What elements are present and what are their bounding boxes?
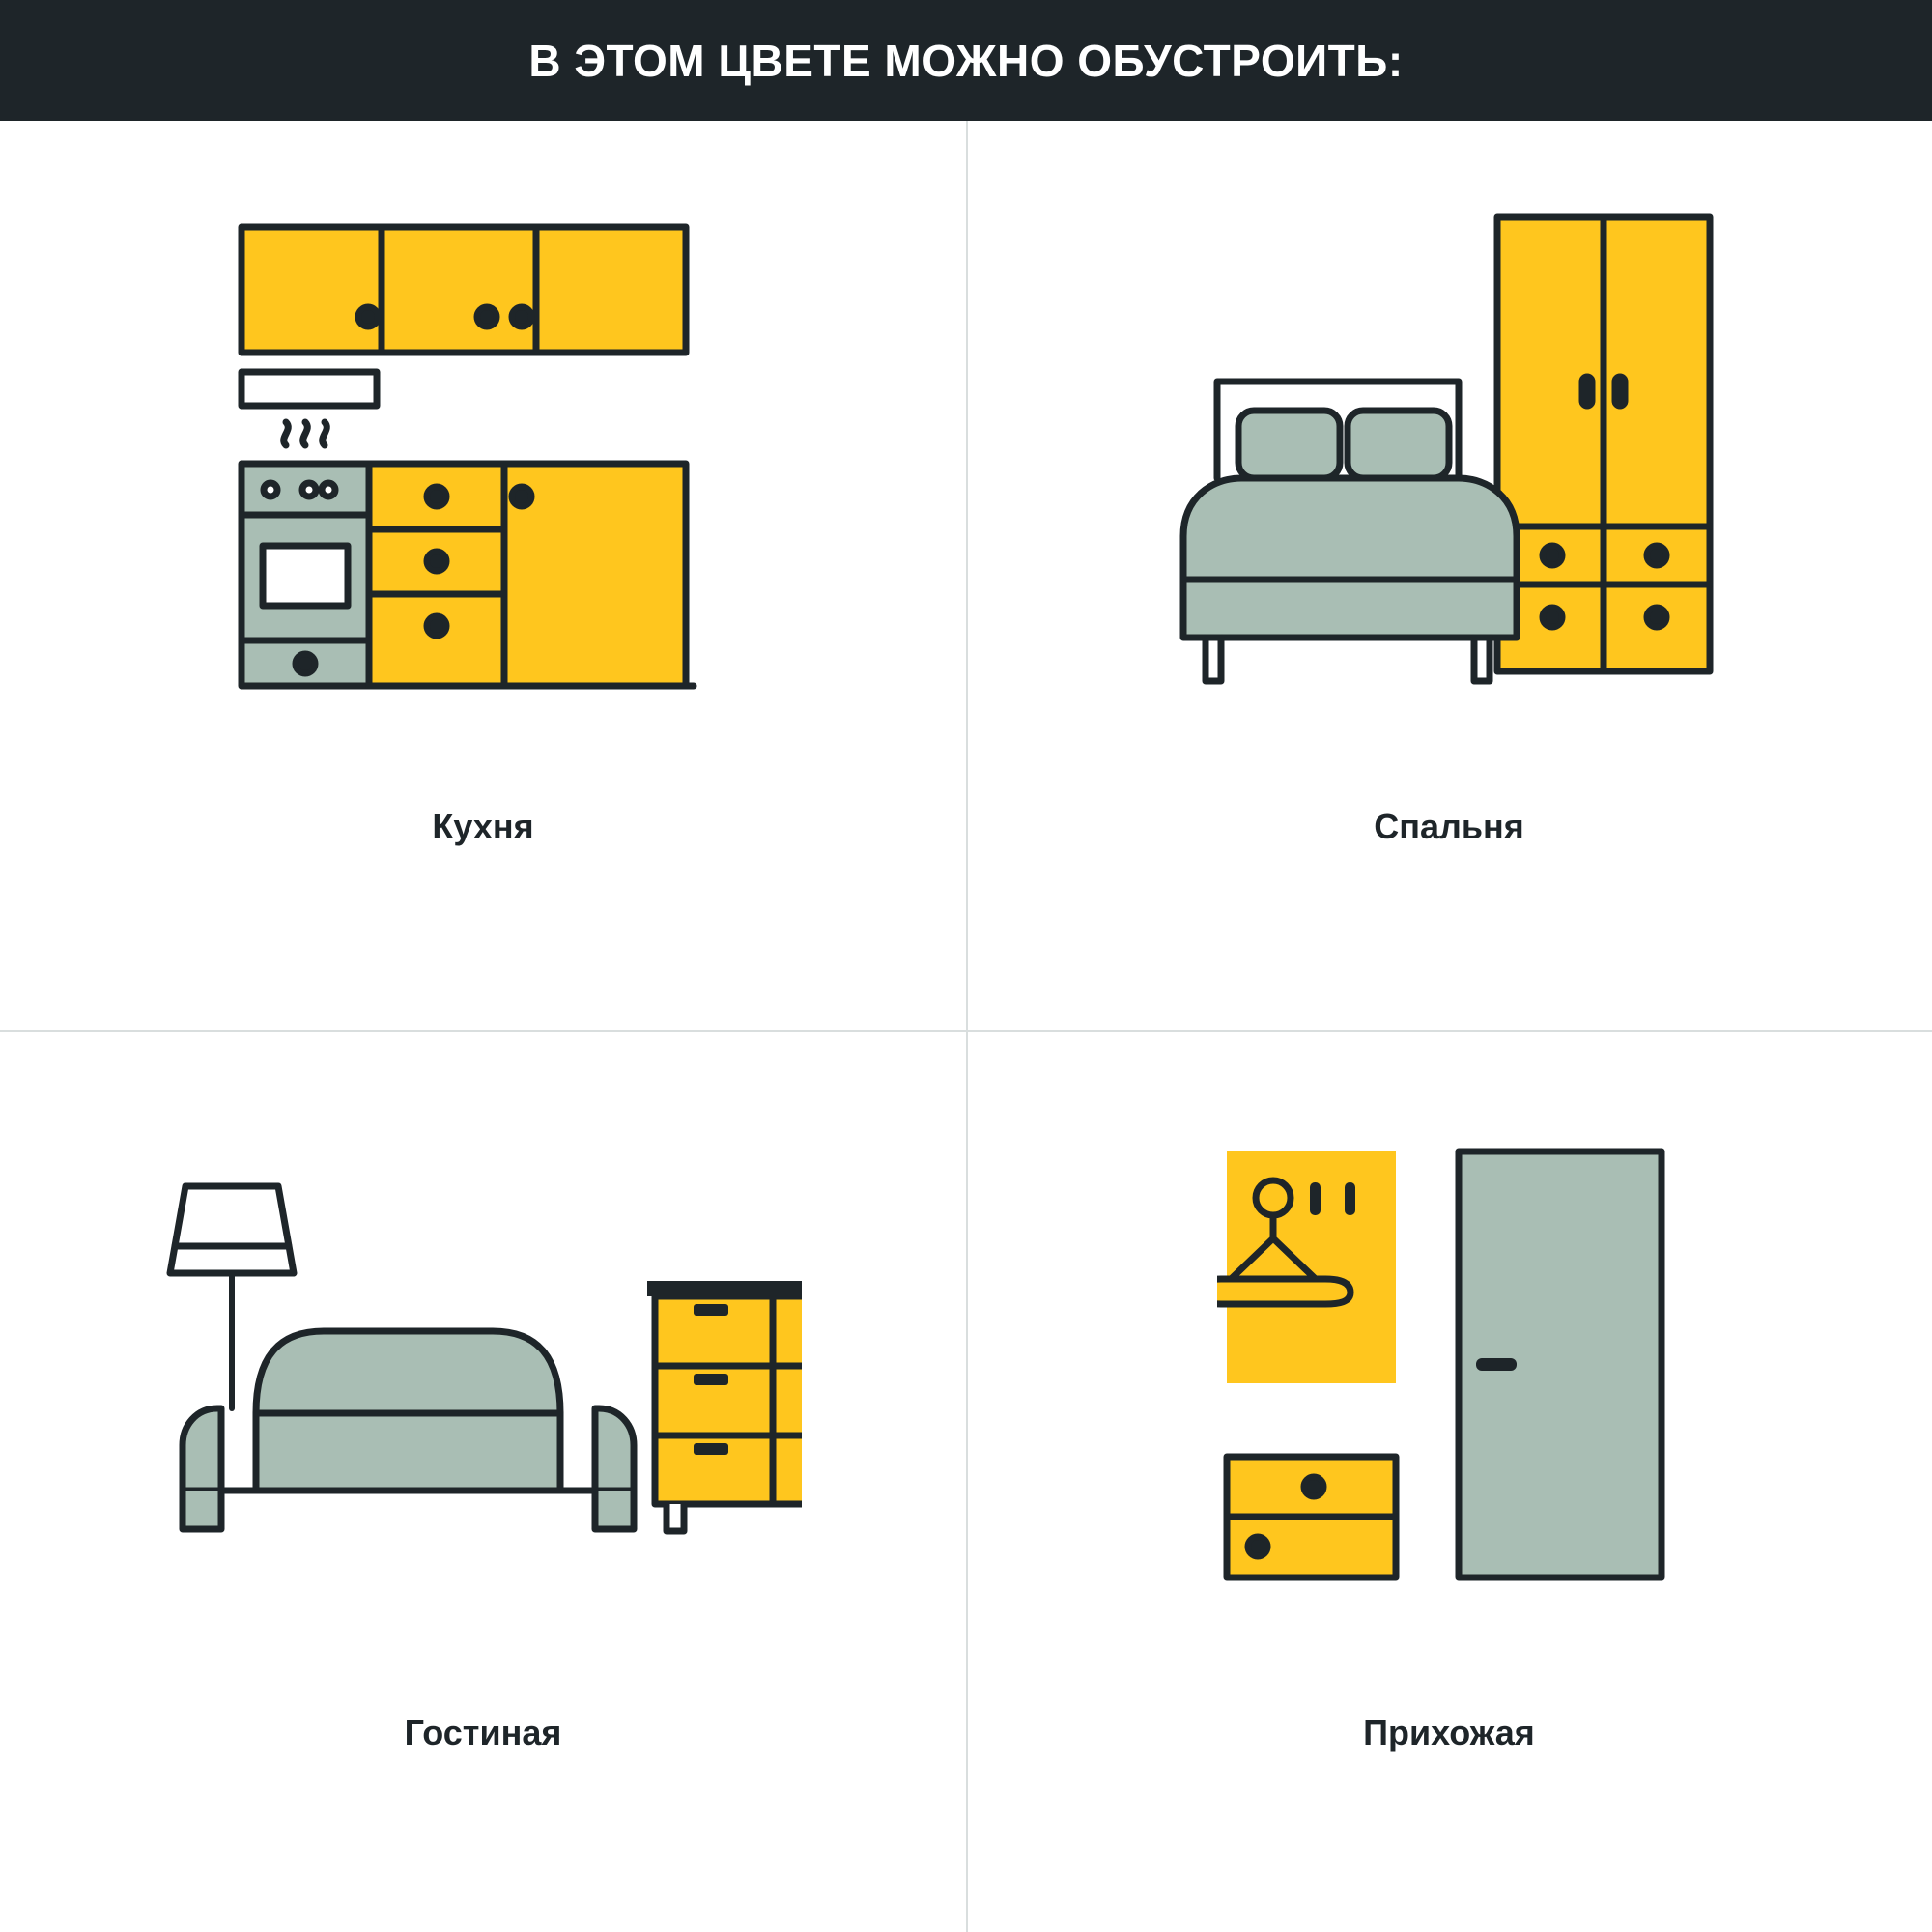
living-room-art (0, 1027, 966, 1703)
cell-living-room (0, 1027, 966, 1932)
cell-label-kitchen: Кухня (432, 807, 534, 846)
hallway-art (966, 1027, 1932, 1703)
cell-bedroom (966, 121, 1932, 1027)
kitchen-icon (232, 208, 734, 710)
page-title: В ЭТОМ ЦВЕТЕ МОЖНО ОБУСТРОИТЬ: (528, 35, 1404, 86)
bedroom-icon (1179, 208, 1719, 710)
cell-kitchen (0, 121, 966, 1027)
cell-label-hallway: Прихожая (1363, 1712, 1535, 1752)
kitchen-art (0, 121, 966, 797)
cell-label-bedroom: Спальня (1374, 807, 1524, 846)
hallway-icon (1217, 1138, 1681, 1592)
cells-grid (0, 121, 1932, 1932)
header-bar (0, 0, 1932, 121)
cell-hallway (966, 1027, 1932, 1932)
bedroom-art (966, 121, 1932, 797)
living-room-icon (164, 1157, 802, 1573)
cell-label-living-room: Гостиная (404, 1712, 562, 1752)
